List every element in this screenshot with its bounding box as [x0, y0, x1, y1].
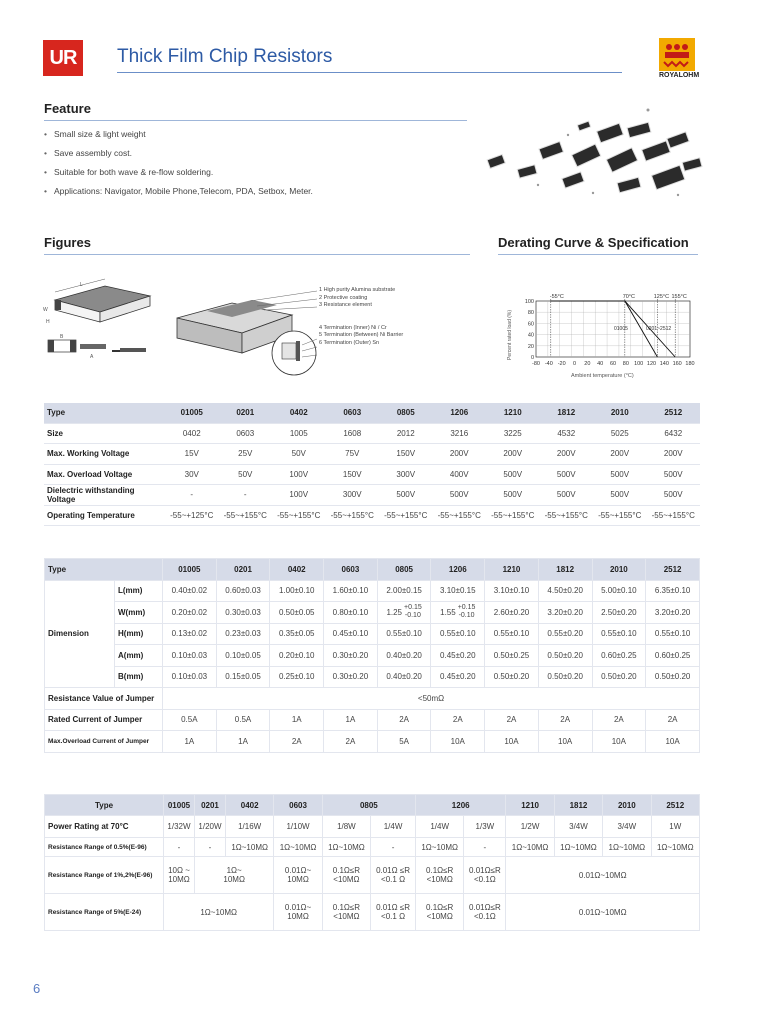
spec-cell: 3225: [503, 428, 522, 438]
dim-cell: 0.30±0.20: [324, 666, 378, 688]
dim-cell: 1.00±0.10: [270, 580, 324, 602]
power-rating-cell: 1/4W: [371, 816, 416, 838]
spec-cell: 2012: [396, 428, 415, 438]
feature-list: [44, 127, 313, 203]
range-1-cell: 10Ω ~ 10MΩ: [164, 857, 195, 894]
dim-header-cell: 2512: [646, 559, 700, 581]
dim-cell: 0.35±0.05: [270, 623, 324, 645]
figures-heading: Figures: [44, 235, 91, 250]
spec-cell: 500V: [556, 490, 576, 500]
spec-row: [44, 423, 700, 444]
dim-header-cell: 0603: [324, 559, 378, 581]
power-table: [44, 794, 700, 931]
range-05-cell: -: [464, 838, 506, 857]
spec-cell: 3216: [450, 428, 469, 438]
dim-cell: 3.10±0.15: [431, 580, 485, 602]
power-header-cell: 2010: [603, 795, 651, 816]
spec-cell: 50V: [291, 449, 306, 459]
brand-name: ROYALOHM: [659, 72, 700, 79]
dim-label-w: W: [43, 307, 48, 313]
spec-cell: 500V: [396, 490, 416, 500]
dim-cell: 0.55±0.10: [377, 623, 431, 645]
feature-item: • Save assembly cost.: [44, 146, 313, 165]
spec-cell: -55~+155°C: [651, 510, 695, 520]
dim-cell: 2.50±0.20: [592, 602, 646, 624]
derating-xlabel: Ambient temperature (°C): [571, 373, 634, 379]
spec-header-cell: 1812: [540, 403, 594, 423]
x-tick-label: -40: [544, 361, 553, 367]
spec-cell: -55~+155°C: [437, 510, 481, 520]
temp-marker-label: 125°C: [653, 294, 670, 300]
dim-label-l: L: [80, 282, 83, 288]
dimension-group-label: Dimension: [45, 580, 115, 688]
range-05-cell: 1Ω~10MΩ: [225, 838, 273, 857]
dim-cell: 0.55±0.20: [538, 623, 592, 645]
dim-cell: 0.60±0.03: [216, 580, 270, 602]
range-1-cell: 0.01Ω ≤R <0.1 Ω: [371, 857, 416, 894]
power-rating-cell: 1/32W: [164, 816, 195, 838]
dimension-drawing: [40, 278, 170, 363]
dim-cell: 0.45±0.20: [431, 645, 485, 667]
power-header-cell: 0402: [225, 795, 273, 816]
dim-cell: 0.20±0.10: [270, 645, 324, 667]
dim-cell: 0.13±0.02: [163, 623, 217, 645]
dim-cell: 4.50±0.20: [538, 580, 592, 602]
power-rating-cell: 1/16W: [225, 816, 273, 838]
spec-cell: 150V: [342, 469, 362, 479]
dim-cell: 0.40±0.20: [377, 645, 431, 667]
range-1-cell: 0.01Ω~10MΩ: [506, 857, 700, 894]
spec-cell: 1005: [289, 428, 308, 438]
dim-row: [45, 623, 700, 645]
legend-item: 4 Termination (Inner) Ni / Cr: [319, 324, 387, 331]
rated-current-label: Rated Current of Jumper: [45, 709, 163, 731]
spec-header-row: [44, 403, 700, 423]
spec-cell: 150V: [396, 449, 416, 459]
power-rating-cell: 1/8W: [322, 816, 370, 838]
x-tick-label: 0: [572, 361, 577, 367]
page-title: Thick Film Chip Resistors: [117, 46, 333, 67]
dim-header-cell: 1206: [431, 559, 485, 581]
spec-row-label: Dielectric withstanding Voltage: [47, 485, 135, 504]
dim-label-b: B: [60, 334, 64, 340]
dim-cell: 0.80±0.10: [324, 602, 378, 624]
range-5-cell: 0.01Ω≤R <0.1Ω: [464, 894, 506, 931]
dim-row-label: W(mm): [115, 602, 163, 624]
derating-series-01005: [551, 301, 658, 357]
temp-marker-label: -55°C: [549, 294, 564, 300]
max-overload-cell: 2A: [270, 731, 324, 753]
x-tick-label: -80: [532, 361, 540, 367]
range-05-cell: 1Ω~10MΩ: [274, 838, 322, 857]
dim-cell: 6.35±0.10: [646, 580, 700, 602]
max-overload-cell: 1A: [163, 731, 217, 753]
range-5-cell: 0.1Ω≤R <10MΩ: [322, 894, 370, 931]
rated-current-row: [45, 709, 700, 731]
dim-cell: 3.20±0.20: [646, 602, 700, 624]
dim-cell: 0.25±0.10: [270, 666, 324, 688]
dim-header-cell: Type: [45, 559, 163, 581]
dim-cell: 0.15±0.05: [216, 666, 270, 688]
power-header-cell: 1206: [416, 795, 506, 816]
dim-header-row: [45, 559, 700, 581]
spec-cell: 50V: [238, 469, 253, 479]
legend-item: 1 High purity Alumina substrate: [319, 287, 396, 293]
dim-header-cell: 1210: [485, 559, 539, 581]
spec-row: [44, 464, 700, 485]
structure-drawing: [172, 283, 317, 383]
spec-cell: 200V: [503, 449, 523, 459]
dim-row-label: A(mm): [115, 645, 163, 667]
spec-cell: 200V: [556, 449, 576, 459]
dim-cell: 0.55±0.10: [431, 623, 485, 645]
dim-cell: 0.10±0.05: [216, 645, 270, 667]
max-overload-cell: 10A: [646, 731, 700, 753]
feature-item: • Applications: Navigator, Mobile Phone,Telecom, PDA, Setbox, Meter.: [44, 184, 313, 203]
spec-cell: 5025: [610, 428, 629, 438]
spec-header-cell: 2010: [593, 403, 647, 423]
x-tick-label: 80: [622, 361, 629, 367]
dim-cell: 0.30±0.03: [216, 602, 270, 624]
dim-cell: 0.45±0.10: [324, 623, 378, 645]
spec-cell: 500V: [610, 469, 630, 479]
rated-current-cell: 2A: [377, 709, 431, 731]
feature-rule: [44, 120, 467, 121]
rated-current-cell: 2A: [646, 709, 700, 731]
power-rating-cell: 1W: [651, 816, 699, 838]
x-tick-label: 60: [609, 361, 617, 367]
spec-cell: -55~+155°C: [384, 510, 428, 520]
range-5-cell: 1Ω~10MΩ: [164, 894, 274, 931]
spec-header-cell: 0201: [219, 403, 273, 423]
power-header-cell: 1210: [506, 795, 554, 816]
dim-header-cell: 0402: [270, 559, 324, 581]
legend-item: 6 Termination (Outer) Sn: [319, 339, 380, 346]
series-label-0201-2512: 0201~2512: [646, 326, 672, 332]
x-tick-label: 40: [597, 361, 604, 367]
spec-cell: -55~+155°C: [330, 510, 374, 520]
dim-cell: 0.60±0.25: [646, 645, 700, 667]
range-1-cell: 0.01Ω~ 10MΩ: [274, 857, 322, 894]
dim-header-cell: 2010: [592, 559, 646, 581]
dim-label-h: H: [46, 319, 50, 325]
structure-legend: [319, 287, 403, 347]
spec-cell: 200V: [610, 449, 630, 459]
y-tick-label: 100: [524, 299, 534, 305]
spec-table: [44, 403, 700, 526]
spec-header-cell: 0805: [379, 403, 433, 423]
spec-cell: -: [190, 490, 194, 500]
spec-cell: -55~+125°C: [170, 510, 214, 520]
spec-row: [44, 444, 700, 465]
dim-cell-tolerance: 1.55 +0.15 -0.10: [431, 602, 485, 624]
spec-cell: 15V: [184, 449, 199, 459]
page-number: 6: [33, 981, 41, 996]
spec-header-cell: 0603: [326, 403, 380, 423]
chip-resistors-photo: [478, 105, 710, 205]
spec-cell: 200V: [449, 449, 469, 459]
x-tick-label: 160: [672, 361, 682, 367]
dim-cell: 0.50±0.20: [646, 666, 700, 688]
max-overload-cell: 10A: [431, 731, 485, 753]
range-05-cell: -: [194, 838, 225, 857]
power-rating-cell: 1/2W: [506, 816, 554, 838]
spec-cell: 500V: [610, 490, 630, 500]
temp-marker-label: 70°C: [622, 294, 635, 300]
feature-heading: Feature: [44, 101, 91, 116]
dim-cell: 2.60±0.20: [485, 602, 539, 624]
dim-cell: 0.60±0.25: [592, 645, 646, 667]
dim-row-label: L(mm): [115, 580, 163, 602]
max-overload-label: Max.Overload Current of Jumper: [45, 731, 163, 753]
dim-cell: 0.40±0.20: [377, 666, 431, 688]
range-5-cell: 0.01Ω ≤R <0.1 Ω: [371, 894, 416, 931]
spec-row-label: Operating Temperature: [47, 510, 135, 520]
max-overload-row: [45, 731, 700, 753]
range-1-label: Resistance Range of 1%,2%(E-96): [45, 857, 164, 894]
x-tick-label: 20: [584, 361, 591, 367]
dim-cell: 0.23±0.03: [216, 623, 270, 645]
range-05-cell: 1Ω~10MΩ: [416, 838, 464, 857]
power-header-cell: 1812: [554, 795, 602, 816]
dim-cell-tolerance: 1.25 +0.15 -0.10: [377, 602, 431, 624]
max-overload-cell: 1A: [216, 731, 270, 753]
spec-cell: 500V: [503, 490, 523, 500]
royalohm-mark-icon: [659, 38, 695, 71]
spec-cell: 30V: [184, 469, 199, 479]
dim-cell: 0.20±0.02: [163, 602, 217, 624]
rated-current-cell: 1A: [324, 709, 378, 731]
dim-cell: 0.50±0.25: [485, 645, 539, 667]
dim-row: [45, 666, 700, 688]
max-overload-cell: 5A: [377, 731, 431, 753]
dim-cell: 0.50±0.20: [592, 666, 646, 688]
legend-item: 2 Protective coating: [319, 294, 368, 301]
range-1-cell: 1Ω~ 10MΩ: [194, 857, 273, 894]
rated-current-cell: 1A: [270, 709, 324, 731]
range-05-row: [45, 838, 700, 857]
dim-cell: 0.50±0.20: [538, 645, 592, 667]
spec-cell: 500V: [503, 469, 523, 479]
range-05-cell: 1Ω~10MΩ: [651, 838, 699, 857]
range-05-cell: 1Ω~10MΩ: [506, 838, 554, 857]
power-rating-cell: 3/4W: [603, 816, 651, 838]
spec-cell: 6432: [664, 428, 683, 438]
x-tick-label: 180: [685, 361, 695, 367]
dim-cell: 5.00±0.10: [592, 580, 646, 602]
spec-header-cell: 1206: [433, 403, 487, 423]
spec-header-cell: 2512: [647, 403, 701, 423]
range-1-cell: 0.1Ω≤R <10MΩ: [322, 857, 370, 894]
dim-header-cell: 0805: [377, 559, 431, 581]
y-tick-label: 0: [530, 355, 534, 361]
y-tick-label: 40: [527, 332, 534, 339]
dim-header-cell: 1812: [538, 559, 592, 581]
range-5-cell: 0.01Ω~ 10MΩ: [274, 894, 322, 931]
max-overload-cell: 10A: [592, 731, 646, 753]
spec-cell: 0603: [236, 428, 255, 438]
spec-cell: 500V: [556, 469, 576, 479]
spec-header-cell: 1210: [486, 403, 540, 423]
dim-cell: 3.10±0.10: [485, 580, 539, 602]
dim-cell: 0.10±0.03: [163, 645, 217, 667]
spec-row-label: Max. Working Voltage: [47, 449, 130, 459]
dim-cell: 0.50±0.05: [270, 602, 324, 624]
dimension-table: [44, 558, 700, 753]
dim-header-cell: 0201: [216, 559, 270, 581]
dim-cell: 0.45±0.20: [431, 666, 485, 688]
rated-current-cell: 2A: [538, 709, 592, 731]
spec-header-cell: 0402: [272, 403, 326, 423]
power-rating-row: [45, 816, 700, 838]
range-05-label: Resistance Range of 0.5%(E-96): [45, 838, 164, 857]
dim-row: [45, 602, 700, 624]
power-header-cell: 2512: [651, 795, 699, 816]
dim-cell: 0.10±0.03: [163, 666, 217, 688]
range-05-cell: 1Ω~10MΩ: [554, 838, 602, 857]
dim-cell: 3.20±0.20: [538, 602, 592, 624]
range-05-cell: 1Ω~10MΩ: [322, 838, 370, 857]
spec-header-cell: Type: [44, 403, 165, 423]
y-tick-label: 80: [527, 310, 534, 317]
power-rating-cell: 3/4W: [554, 816, 602, 838]
dim-row-label: H(mm): [115, 623, 163, 645]
spec-row: [44, 505, 700, 526]
jumper-resistance-label: Resistance Value of Jumper: [45, 688, 163, 710]
dim-cell: 0.55±0.10: [485, 623, 539, 645]
derating-chart: [505, 288, 700, 383]
legend-item: 3 Resistance element: [319, 302, 372, 308]
power-rating-cell: 1/3W: [464, 816, 506, 838]
derating-rule: [498, 254, 698, 255]
derating-heading: Derating Curve & Specification: [498, 235, 689, 250]
spec-row-label: Max. Overload Voltage: [47, 469, 133, 479]
range-05-cell: 1Ω~10MΩ: [603, 838, 651, 857]
power-header-cell: 01005: [164, 795, 195, 816]
feature-item: • Suitable for both wave & re-flow soldering.: [44, 165, 313, 184]
rated-current-cell: 2A: [431, 709, 485, 731]
x-tick-label: 120: [646, 361, 657, 367]
spec-cell: 75V: [345, 449, 360, 459]
spec-cell: 100V: [289, 490, 309, 500]
legend-item: 5 Termination (Between) Ni Barrier: [319, 332, 404, 338]
series-label-01005: 01005: [614, 326, 628, 332]
figures-rule: [44, 254, 470, 255]
dim-cell: 2.00±0.15: [377, 580, 431, 602]
power-header-cell: 0201: [194, 795, 225, 816]
spec-cell: 25V: [238, 449, 253, 459]
range-1-cell: 0.1Ω≤R <10MΩ: [416, 857, 464, 894]
spec-cell: 300V: [396, 469, 416, 479]
range-5-row: [45, 894, 700, 931]
spec-cell: 500V: [663, 469, 683, 479]
max-overload-cell: 10A: [485, 731, 539, 753]
spec-cell: 500V: [449, 490, 469, 500]
royalohm-logo: [659, 38, 700, 80]
dim-header-cell: 01005: [163, 559, 217, 581]
spec-cell: -55~+155°C: [491, 510, 535, 520]
power-rating-cell: 1/20W: [194, 816, 225, 838]
jumper-resistance-row: [45, 688, 700, 710]
spec-cell: 0402: [182, 428, 201, 438]
dim-row: [45, 645, 700, 667]
x-tick-label: 100: [634, 361, 644, 367]
range-05-cell: -: [164, 838, 195, 857]
spec-cell: -55~+155°C: [544, 510, 588, 520]
dim-row: [45, 580, 700, 602]
rated-current-cell: 2A: [485, 709, 539, 731]
derating-ylabel: Percent rated load (%): [507, 309, 513, 360]
power-header-cell: 0805: [322, 795, 415, 816]
spec-cell: -: [243, 490, 247, 500]
spec-cell: 1608: [343, 428, 362, 438]
dim-cell: 0.40±0.02: [163, 580, 217, 602]
x-tick-label: -20: [557, 361, 566, 367]
power-header-row: [45, 795, 700, 816]
rated-current-cell: 0.5A: [216, 709, 270, 731]
spec-cell: 4532: [557, 428, 576, 438]
dim-row-label: B(mm): [115, 666, 163, 688]
rated-current-cell: 0.5A: [163, 709, 217, 731]
power-rating-cell: 1/10W: [274, 816, 322, 838]
dim-cell: 0.30±0.20: [324, 645, 378, 667]
power-header-cell: Type: [45, 795, 164, 816]
spec-cell: -55~+155°C: [277, 510, 321, 520]
max-overload-cell: 2A: [324, 731, 378, 753]
dim-cell: 0.50±0.20: [485, 666, 539, 688]
dim-label-a: A: [90, 354, 94, 360]
spec-cell: 400V: [449, 469, 469, 479]
range-05-cell: -: [371, 838, 416, 857]
y-tick-label: 20: [527, 343, 534, 350]
range-1-cell: 0.01Ω≤R <0.1Ω: [464, 857, 506, 894]
ur-logo: UR: [43, 40, 83, 76]
spec-cell: -55~+155°C: [598, 510, 642, 520]
power-rating-cell: 1/4W: [416, 816, 464, 838]
rated-current-cell: 2A: [592, 709, 646, 731]
spec-cell: 500V: [663, 490, 683, 500]
spec-header-cell: 01005: [165, 403, 219, 423]
temp-marker-label: 155°C: [671, 294, 687, 300]
range-5-cell: 0.1Ω≤R <10MΩ: [416, 894, 464, 931]
range-5-cell: 0.01Ω~10MΩ: [506, 894, 700, 931]
spec-cell: -55~+155°C: [223, 510, 267, 520]
spec-cell: 200V: [663, 449, 683, 459]
y-tick-label: 60: [527, 321, 534, 328]
power-rating-label: Power Rating at 70°C: [45, 816, 164, 838]
title-rule: [117, 72, 622, 73]
feature-item: • Small size & light weight: [44, 127, 313, 146]
range-5-label: Resistance Range of 5%(E-24): [45, 894, 164, 931]
spec-row: [44, 485, 700, 506]
jumper-resistance-value: <50mΩ: [163, 688, 700, 710]
dim-cell: 1.60±0.10: [324, 580, 378, 602]
dim-cell: 0.55±0.10: [592, 623, 646, 645]
spec-row-label: Size: [47, 428, 64, 438]
spec-cell: 100V: [289, 469, 309, 479]
max-overload-cell: 10A: [538, 731, 592, 753]
spec-cell: 300V: [342, 490, 362, 500]
dim-cell: 0.50±0.20: [538, 666, 592, 688]
dim-cell: 0.55±0.10: [646, 623, 700, 645]
power-header-cell: 0603: [274, 795, 322, 816]
x-tick-label: 140: [659, 361, 669, 367]
range-1-row: [45, 857, 700, 894]
